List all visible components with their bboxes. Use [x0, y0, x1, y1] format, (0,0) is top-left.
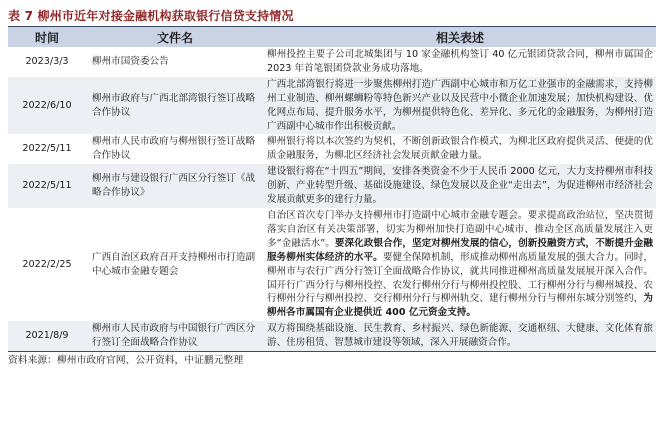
- description-emphasis: 为柳州各市属国有企业提供近 400 亿元资金支持。: [267, 293, 653, 319]
- table-row: [8, 77, 656, 135]
- table-row: [8, 47, 656, 77]
- description-text: 双方将围绕基础设施、民生教育、乡村振兴、绿色新能源、交通枢纽、大健康、文化体育旅游、住房租赁、智慧城市建设等领域，深入开展融资合作。: [267, 323, 653, 349]
- row-document-name: 柳州市人民市政府与中国银行广西区分行签订全面战略合作协议: [86, 321, 264, 351]
- row-document-name: 广西自治区政府召开支持柳州市打造副中心城市金融专题会: [86, 208, 264, 321]
- row-document-name: 柳州市国资委公告: [86, 47, 264, 77]
- row-document-name: 柳州市政府与广西北部湾银行签订战略合作协议: [86, 77, 264, 135]
- row-description: [264, 321, 656, 351]
- description-text: 广西北部湾银行将进一步聚焦柳州打造广西副中心城市和万亿工业强市的金融需求，支持柳州工业制造、柳州螺蛳粉等特色新兴产业以及民营中小微企业加速发展；加快机构建设、优化网点布局、提升服务水平，为柳州提供特色化、差异化、多元化的金融服务，为柳州打造广西副中心城市作出积极贡献。: [267, 78, 653, 132]
- description-text: 要健全保障机制，形成推动柳州高质量发展的强大合力。同时，柳州市与农行广西分行签订全面战略合作协议，就共同推进柳州高质量发展展开深入合作。国开行广西分行与柳州投控、农发行柳州分行与柳州投控股、工行柳州分行与柳州城投、农行柳州分行与柳州投控、交行柳州分行与柳州轨交、建行柳州分行与柳州东城分别签约，: [267, 251, 654, 305]
- row-date: 2022/5/11: [8, 134, 86, 164]
- table-row: [8, 134, 656, 164]
- header-desc: 相关表述: [264, 27, 656, 48]
- row-document-name: 柳州市与建设银行广西区分行签订《战略合作协议》: [86, 164, 264, 208]
- row-date: 2022/6/10: [8, 77, 86, 135]
- row-description: [264, 134, 656, 164]
- table-row: [8, 208, 656, 321]
- table-row: [8, 164, 656, 208]
- header-doc: 文件名: [86, 27, 264, 48]
- header-time: 时间: [8, 27, 86, 48]
- row-document-name: 柳州市人民市政府与柳州银行签订战略合作协议: [86, 134, 264, 164]
- description-emphasis: 要深化政银合作，坚定对柳州发展的信心，创新投融资方式，不断提升金融服务柳州实体经济的水平。: [267, 237, 653, 263]
- description-text: 建设银行将在“十四五”期间，安排各类资金不少于人民币 2000 亿元，大力支持柳州市科技创新、产业转型升级、基础设施建设、绿色发展以及企业“走出去”，为促进柳州市经济社会发展贡献更多的建行力量。: [267, 166, 653, 206]
- table-row: [8, 321, 656, 351]
- description-text: 自治区首次专门举办支持柳州市打造副中心城市金融专题会。要求提高政治站位，坚决贯彻落实自治区有关决策部署，切实为柳州加快打造副中心城市、推动全区高质量发展注入更多“金融活水”。: [267, 209, 653, 249]
- table-title: 表 7 柳州市近年对接金融机构获取银行信贷支持情况: [8, 9, 294, 23]
- row-description: [264, 164, 656, 208]
- table-header-row: [8, 27, 656, 48]
- table-body: [8, 47, 656, 352]
- description-text: 柳州银行将以本次签约为契机，不断创新政银合作模式，为柳北区政府提供灵活、便捷的优质金融服务，为柳北区经济社会发展贡献金融力量。: [267, 136, 653, 162]
- source-note: 资料来源：柳州市政府官网、公开资料，中证鹏元整理: [8, 355, 244, 367]
- row-date: 2023/3/3: [8, 47, 86, 77]
- description-text: 柳州投控主要子公司北城集团与 10 家金融机构签订 40 亿元银团贷款合同，柳州市属国企 2023 年首笔银团贷款业务成功落地。: [267, 49, 653, 74]
- row-description: [264, 77, 656, 135]
- credit-support-table: [8, 26, 656, 352]
- row-date: 2022/5/11: [8, 164, 86, 208]
- row-description: [264, 208, 656, 321]
- row-description: [264, 47, 656, 77]
- row-date: 2022/2/25: [8, 208, 86, 321]
- row-date: 2021/8/9: [8, 321, 86, 351]
